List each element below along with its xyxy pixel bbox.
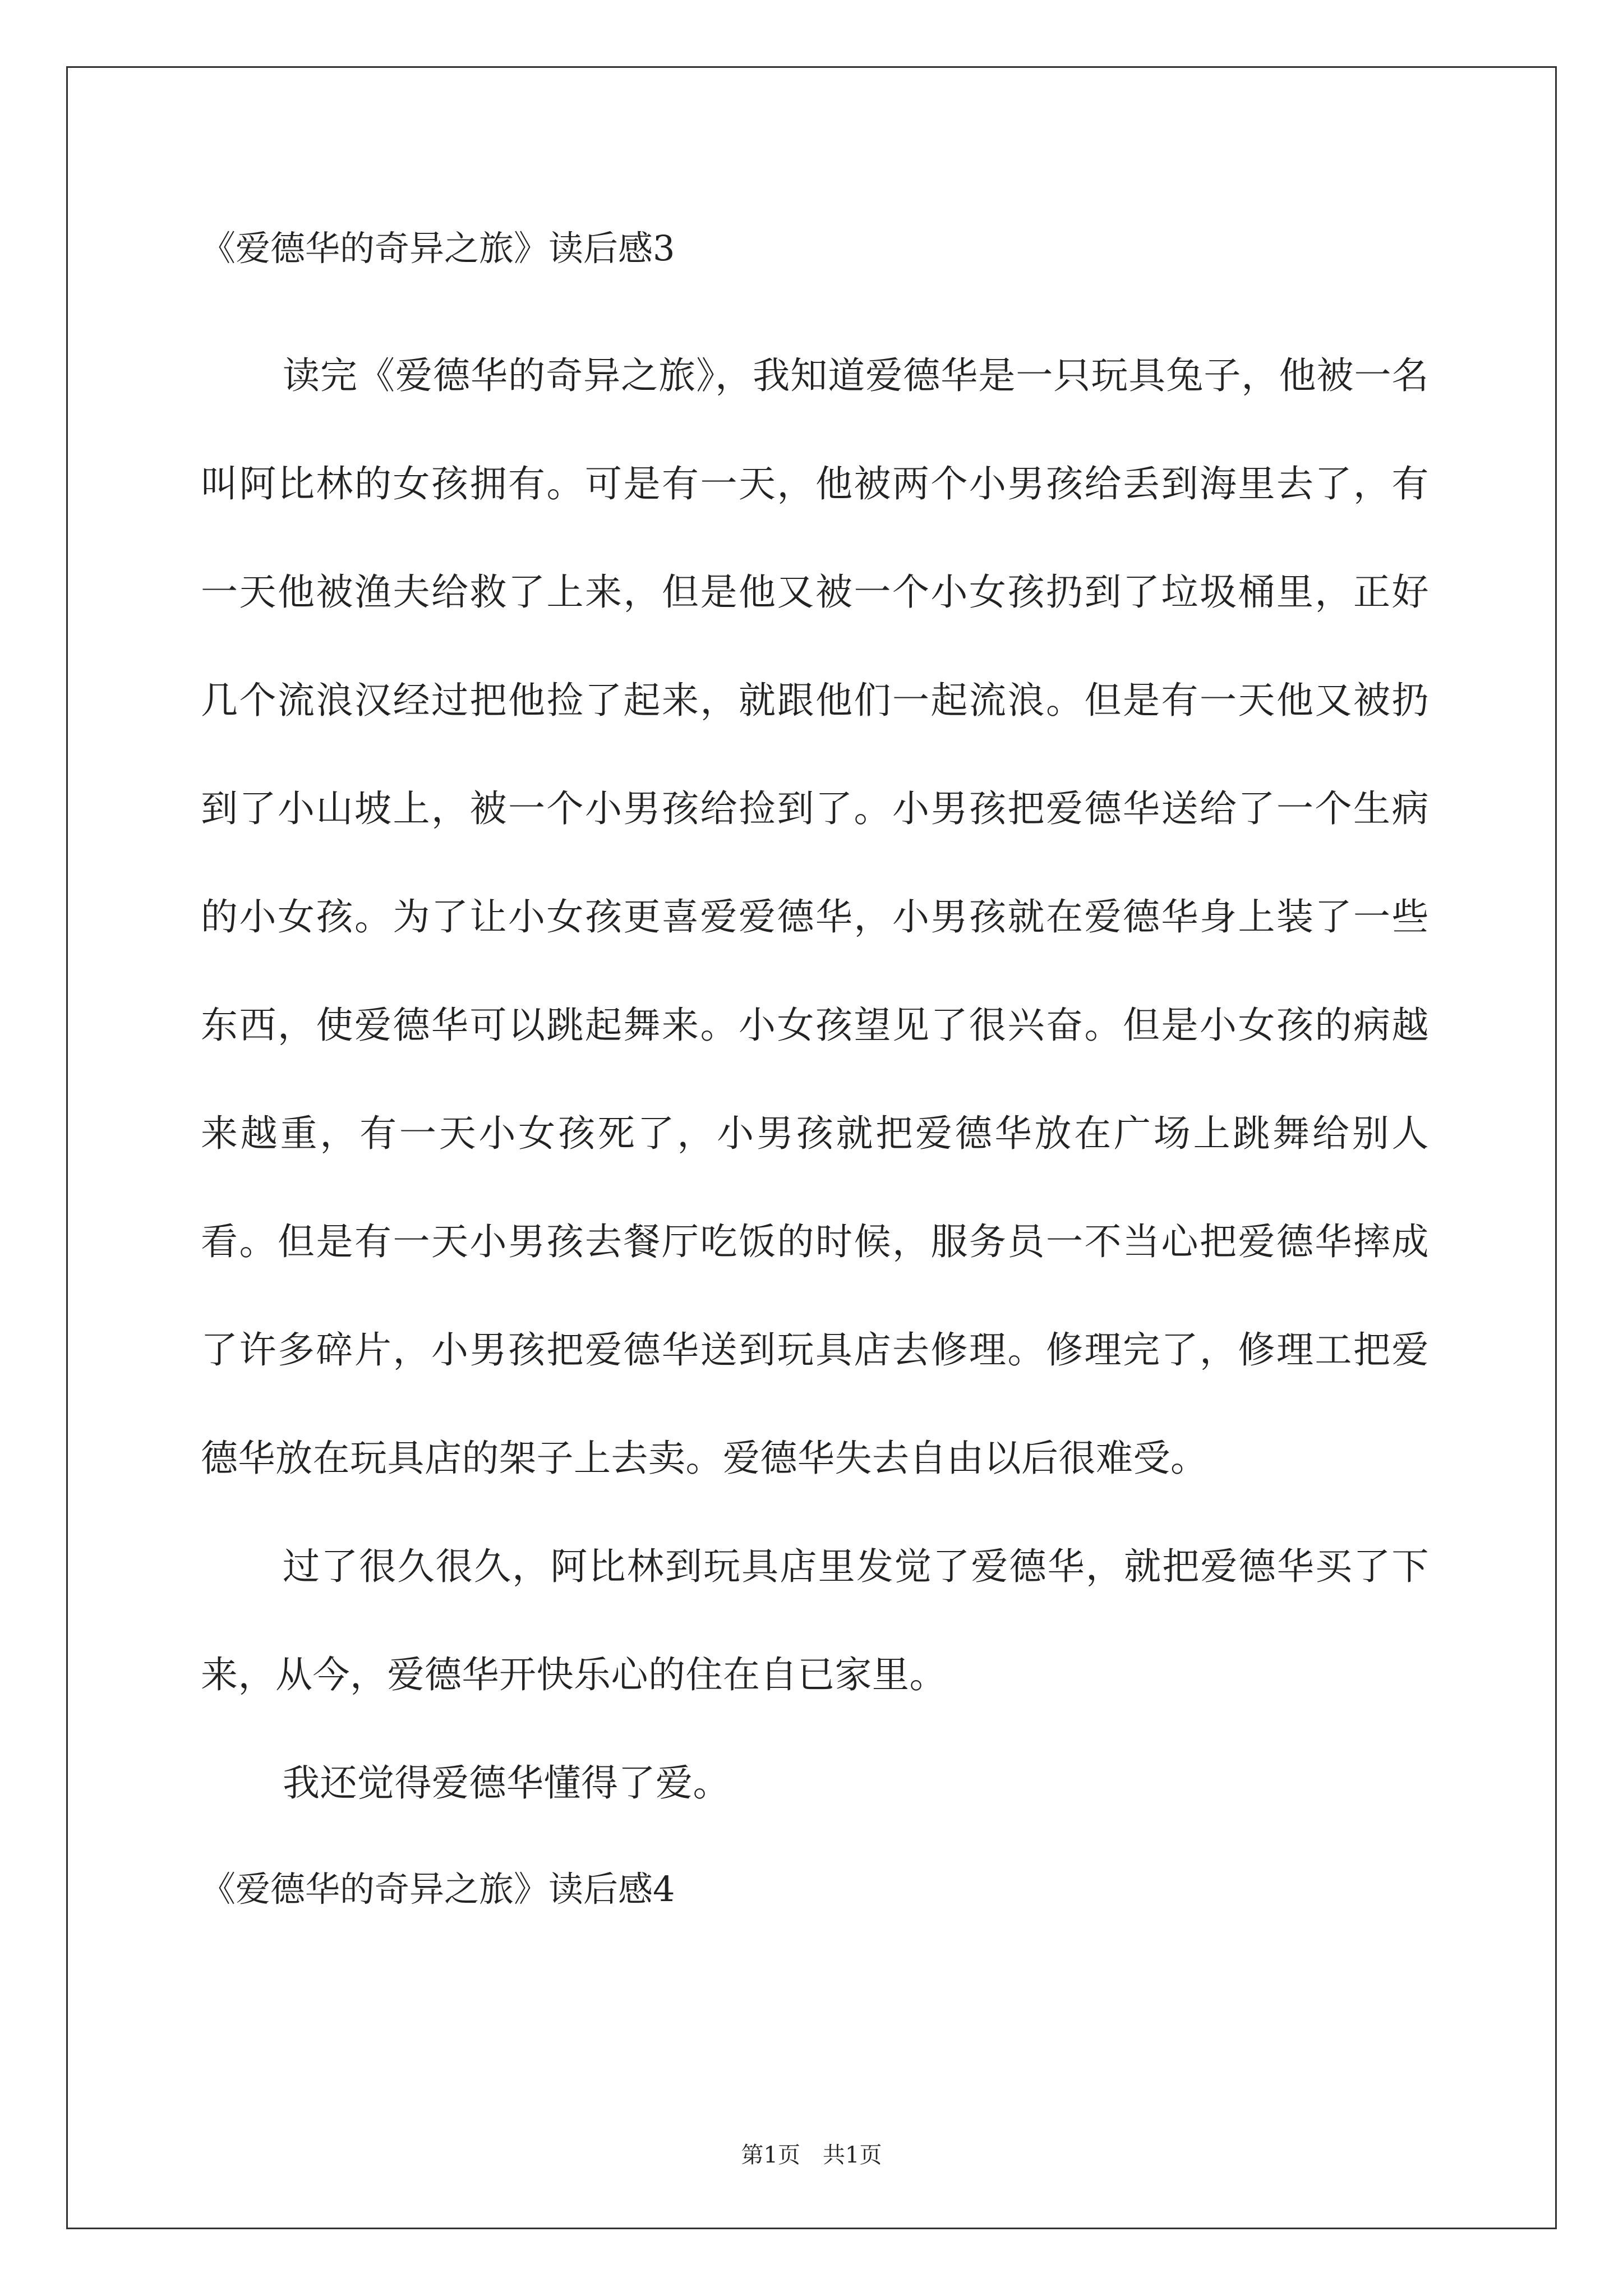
essay-heading-3: 《爱德华的奇异之旅》读后感3 — [201, 228, 675, 269]
paragraph-3: 我还觉得爱德华懂得了爱。 — [283, 1761, 730, 1805]
spacer — [201, 1837, 1429, 1862]
paragraph-2: 过了很久很久，阿比林到玩具店里发觉了爱德华，就把爱德华买了下来，从今，爱德华开快乐心的住在自已家里。 — [201, 1545, 1429, 1696]
spacer — [201, 275, 1429, 321]
paragraph-1: 读完《爱德华的奇异之旅》，我知道爱德华是一只玩具兔子，他被一名叫阿比林的女孩拥有。可是有一天，他被两个小男孩给丢到海里去了，有一天他被渔夫给救了上来，但是他又被一个小女孩扔到了垃圾桶里，正好几个流浪汉经过把他捡了起来，就跟他们一起流浪。但是有一天他又被扔到了小山坡上，被一个小男孩给捡到了。小男孩把爱德华送给了一个生病的小女孩。为了让小女孩更喜爱爱德华，小男孩就在爱德华身上装了一些东西，使爱德华可以跳起舞来。小女孩望见了很兴奋。但是小女孩的病越来越重，有一天小女孩死了，小男孩就把爱德华放在广场上跳舞给别人看。但是有一天小男孩去餐厅吃饭的时候，服务员一不当心把爱德华摔成了许多碎片，小男孩把爱德华送到玩具店去修理。修理完了，修理工把爱德华放在玩具店的架子上去卖。爱德华失去自由以后很难受。 — [201, 354, 1429, 1480]
document-body — [201, 222, 1429, 1916]
essay-heading-4: 《爱德华的奇异之旅》读后感4 — [201, 1869, 675, 1910]
page-number-footer: 第1页 共1页 — [741, 2142, 882, 2168]
